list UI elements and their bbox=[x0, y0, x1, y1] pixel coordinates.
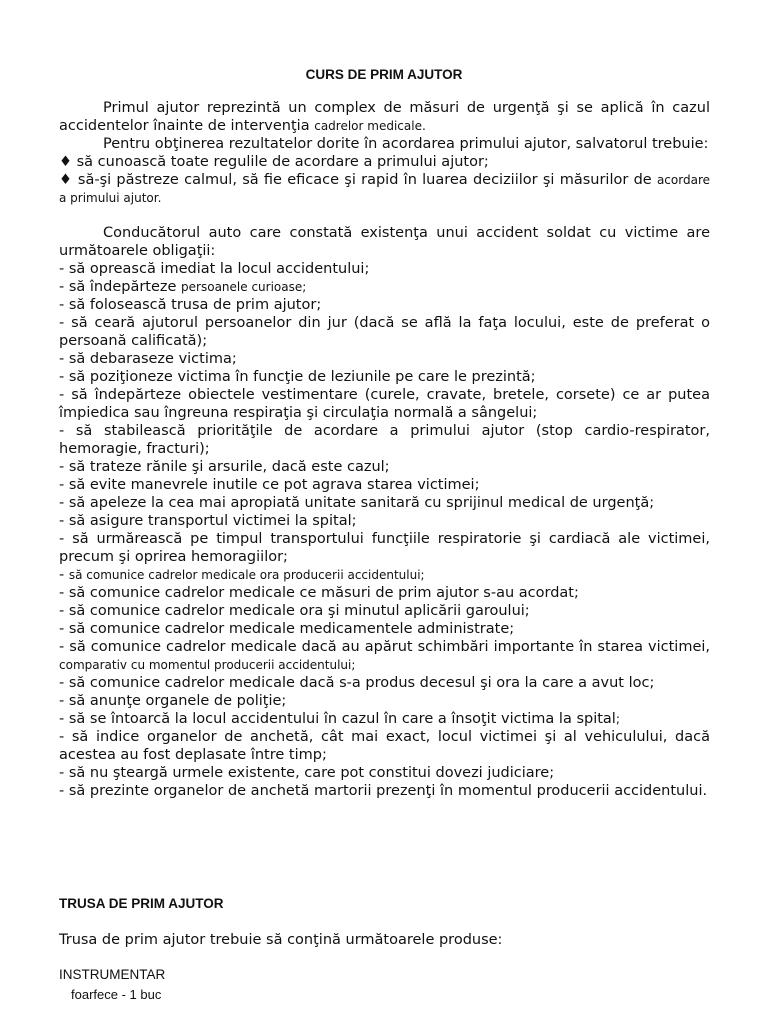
obligation-text: - să trateze rănile şi arsurile, dacă este cazul; bbox=[59, 459, 390, 475]
obligation-text: - să comunice cadrelor medicale medicamentele administrate; bbox=[59, 621, 515, 637]
obligation-item bbox=[59, 422, 710, 458]
obligation-text: - să oprească imediat la locul accidentului; bbox=[59, 261, 370, 277]
obligation-text: - să asigure transportul victimei la spital; bbox=[59, 513, 357, 529]
obligation-item bbox=[59, 458, 710, 476]
intro-paragraph-text: Primul ajutor reprezintă un complex de măsuri de urgenţă şi se aplică în cazul accidentelor înainte de intervenţia bbox=[59, 100, 710, 134]
paragraph-gap bbox=[59, 207, 710, 224]
obligation-item bbox=[59, 710, 710, 728]
obligation-text: - să comunice cadrelor medicale ora şi minutul aplicării garoului; bbox=[59, 603, 530, 619]
driver-obligations-list bbox=[59, 260, 710, 800]
obligation-item bbox=[59, 512, 710, 530]
obligation-text: - să poziţioneze victima în funcţie de leziunile pe care le prezintă; bbox=[59, 369, 536, 385]
obligation-text: - să comunice cadrelor medicale dacă au apărut schimbări importante în starea victimei, bbox=[59, 639, 710, 655]
obligation-item bbox=[59, 674, 710, 692]
obligation-item bbox=[59, 494, 710, 512]
obligation-small-text: ; bbox=[615, 712, 620, 726]
obligation-item bbox=[59, 728, 710, 764]
obligation-small-text: persoanele curioase; bbox=[181, 280, 307, 294]
obligation-text: - să nu şteargă urmele existente, care pot constitui dovezi judiciare; bbox=[59, 765, 555, 781]
obligation-text: - să stabilească priorităţile de acordare a primului ajutor (stop cardio-respirator, hemoragie, fracturi); bbox=[59, 423, 710, 457]
driver-obligations-paragraph: Conducătorul auto care constată existenţa unui accident soldat cu victime are următoarele obligaţii: bbox=[59, 225, 710, 259]
obligation-text: - să îndepărteze obiectele vestimentare (curele, cravate, bretele, corsete) ce ar putea împiedica sau îngreuna respiraţia şi circulaţia normală a sângelui; bbox=[59, 387, 710, 421]
obligation-item bbox=[59, 620, 710, 638]
obligation-text: - să indice organelor de anchetă, cât mai exact, locul victimei şi al vehiculului, dacă acestea au fost deplasate între timp; bbox=[59, 729, 710, 763]
obligation-text: - să anunţe organele de poliţie; bbox=[59, 693, 287, 709]
obligation-item bbox=[59, 314, 710, 350]
first-aid-kit-intro: Trusa de prim ajutor trebuie să conţină următoarele produse: bbox=[59, 932, 503, 948]
obligation-item bbox=[59, 566, 710, 584]
obligation-text: - să îndepărteze bbox=[59, 279, 182, 295]
rescuer-bullet bbox=[59, 171, 710, 207]
instruments-category: INSTRUMENTAR bbox=[59, 967, 166, 982]
obligation-item bbox=[59, 296, 710, 314]
kit-item: foarfece - 1 buc bbox=[71, 987, 162, 1002]
obligation-text: - să comunice cadrelor medicale dacă s-a produs decesul şi ora la care a avut loc; bbox=[59, 675, 655, 691]
obligation-item bbox=[59, 692, 710, 710]
obligation-text: - să prezinte organelor de anchetă martorii prezenţi în momentul producerii accidentului. bbox=[59, 783, 708, 799]
obligation-item bbox=[59, 350, 710, 368]
obligation-text: - să urmărească pe timpul transportului funcţiile respiratorie şi cardiacă ale victimei, precum şi oprirea hemoragiilor; bbox=[59, 531, 710, 565]
obligation-item bbox=[59, 386, 710, 422]
obligation-item bbox=[59, 782, 710, 800]
obligation-text: - să se întoarcă la locul accidentului în cazul în care a însoţit victima la spital bbox=[59, 711, 616, 727]
obligation-item bbox=[59, 260, 710, 278]
rescuer-bullet: ♦ să cunoască toate regulile de acordare a primului ajutor; bbox=[59, 154, 489, 170]
obligation-item bbox=[59, 602, 710, 620]
obligation-text: - bbox=[59, 567, 69, 583]
obligation-text: - să folosească trusa de prim ajutor; bbox=[59, 297, 322, 313]
intro-paragraph bbox=[59, 99, 710, 135]
obligation-small-text: comparativ cu momentul producerii accidentului; bbox=[59, 658, 356, 672]
rescuer-bullet-small-text: acordare a primului ajutor. bbox=[59, 173, 710, 205]
document-title: CURS DE PRIM AJUTOR bbox=[305, 67, 463, 82]
obligation-item bbox=[59, 638, 710, 674]
obligation-text: - să comunice cadrelor medicale ce măsuri de prim ajutor s-au acordat; bbox=[59, 585, 579, 601]
document-body bbox=[59, 99, 710, 800]
obligation-small-text: să comunice cadrelor medicale ora producerii accidentului; bbox=[68, 568, 425, 582]
obligation-item bbox=[59, 764, 710, 782]
obligation-text: - să debaraseze victima; bbox=[59, 351, 237, 367]
obligation-text: - să apeleze la cea mai apropiată unitate sanitară cu sprijinul medical de urgenţă; bbox=[59, 495, 655, 511]
obligation-item bbox=[59, 584, 710, 602]
obligation-item bbox=[59, 278, 710, 296]
rescuer-bullet-text: ♦ să-şi păstreze calmul, să fie eficace şi rapid în luarea deciziilor şi măsurilor de bbox=[59, 172, 657, 188]
rescuer-requirements-paragraph: Pentru obţinerea rezultatelor dorite în acordarea primului ajutor, salvatorul trebuie: bbox=[103, 136, 709, 152]
obligation-text: - să evite manevrele inutile ce pot agrava starea victimei; bbox=[59, 477, 480, 493]
obligation-item bbox=[59, 530, 710, 566]
first-aid-kit-heading: TRUSA DE PRIM AJUTOR bbox=[59, 896, 224, 911]
obligation-text: - să ceară ajutorul persoanelor din jur (dacă se află la faţa locului, este de preferat o persoană calificată); bbox=[59, 315, 710, 349]
intro-paragraph-small-text: cadrelor medicale. bbox=[314, 119, 426, 133]
obligation-item bbox=[59, 476, 710, 494]
obligation-item bbox=[59, 368, 710, 386]
